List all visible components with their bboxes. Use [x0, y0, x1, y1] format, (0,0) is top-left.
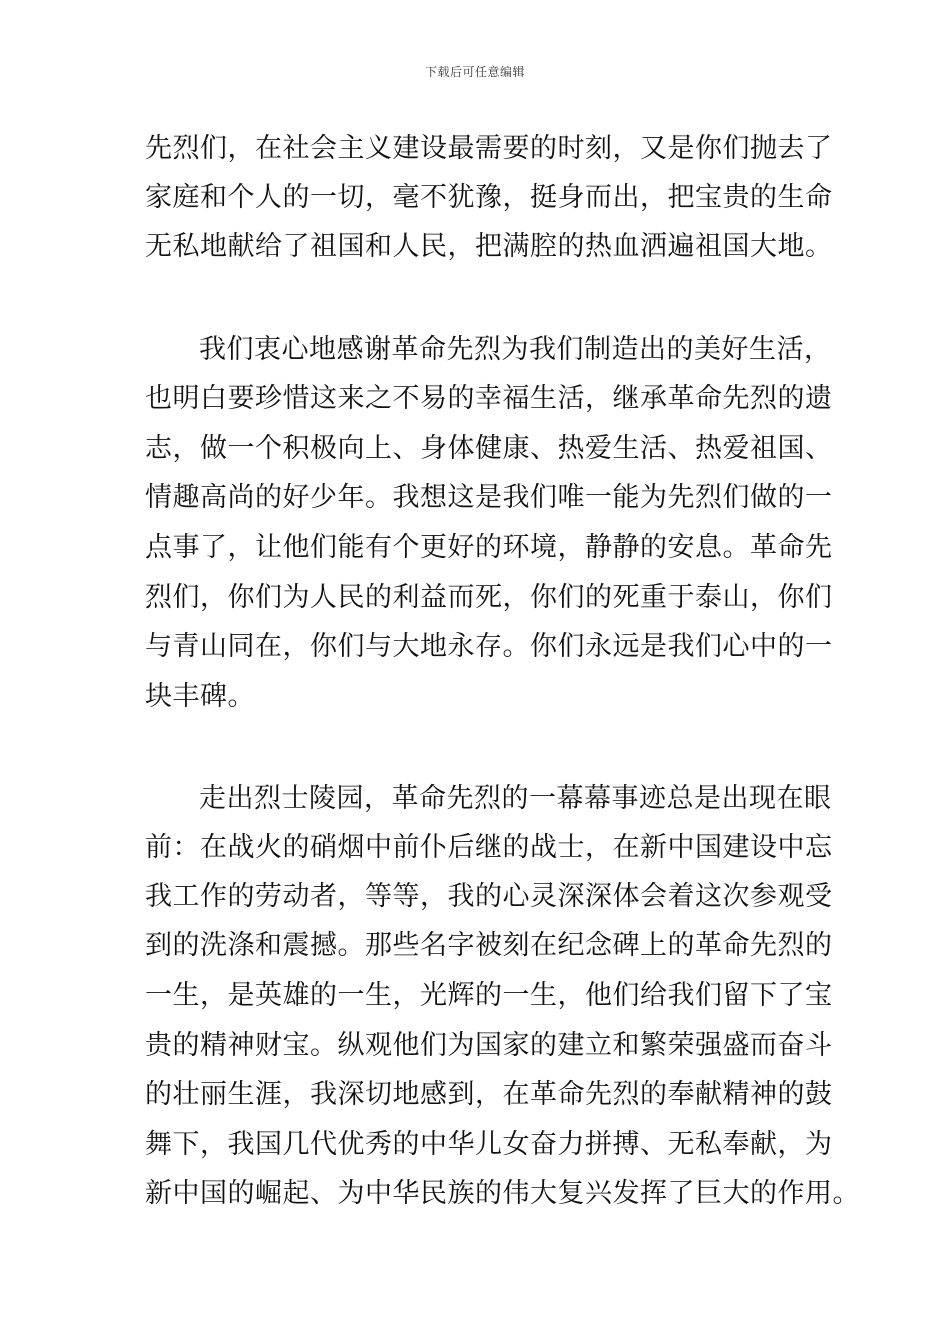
paragraph-3-line-5: 一生，是英雄的一生，光辉的一生，他们给我们留下了宝 — [145, 980, 833, 1011]
paragraph-2-line-7: 与青山同在，你们与大地永存。你们永远是我们心中的一 — [145, 631, 833, 662]
paragraph-3-line-8: 舞下，我国几代优秀的中华儿女奋力拼搏、无私奉献，为 — [145, 1129, 833, 1160]
paragraph-2-line-6: 烈们，你们为人民的利益而死，你们的死重于泰山，你们 — [145, 582, 833, 613]
paragraph-2-line-8: 块丰碑。 — [145, 681, 255, 712]
paragraph-2-line-2: 也明白要珍惜这来之不易的幸福生活，继承革命先烈的遗 — [145, 383, 833, 414]
paragraph-2-line-3: 志，做一个积极向上、身体健康、热爱生活、热爱祖国、 — [145, 433, 833, 464]
paragraph-1-line-2: 家庭和个人的一切，毫不犹豫，挺身而出，把宝贵的生命 — [145, 182, 833, 213]
paragraph-1-line-3: 无私地献给了祖国和人民，把满腔的热血洒遍祖国大地。 — [145, 231, 833, 262]
paragraph-3-line-7: 的壮丽生涯，我深切地感到，在革命先烈的奉献精神的鼓 — [145, 1079, 833, 1110]
paragraph-3-line-3: 我工作的劳动者，等等，我的心灵深深体会着这次参观受 — [145, 881, 833, 912]
paragraph-1-line-1: 先烈们，在社会主义建设最需要的时刻，又是你们抛去了 — [145, 133, 833, 164]
paragraph-3-line-1: 走出烈士陵园，革命先烈的一幕幕事迹总是出现在眼 — [199, 783, 832, 814]
paragraph-3-line-4: 到的洗涤和震撼。那些名字被刻在纪念碑上的革命先烈的 — [145, 930, 833, 961]
paragraph-3-line-6: 贵的精神财宝。纵观他们为国家的建立和繁荣强盛而奋斗 — [145, 1030, 833, 1061]
paragraph-2-line-4: 情趣高尚的好少年。我想这是我们唯一能为先烈们做的一 — [145, 482, 833, 513]
paragraph-3-line-9: 新中国的崛起、为中华民族的伟大复兴发挥了巨大的作用。 — [145, 1178, 860, 1209]
header-note: 下载后可任意编辑 — [424, 65, 525, 79]
paragraph-2-line-5: 点事了，让他们能有个更好的环境，静静的安息。革命先 — [145, 532, 833, 563]
paragraph-2-line-1: 我们衷心地感谢革命先烈为我们制造出的美好生活， — [199, 334, 832, 365]
paragraph-3-line-2: 前：在战火的硝烟中前仆后继的战士，在新中国建设中忘 — [145, 832, 833, 863]
